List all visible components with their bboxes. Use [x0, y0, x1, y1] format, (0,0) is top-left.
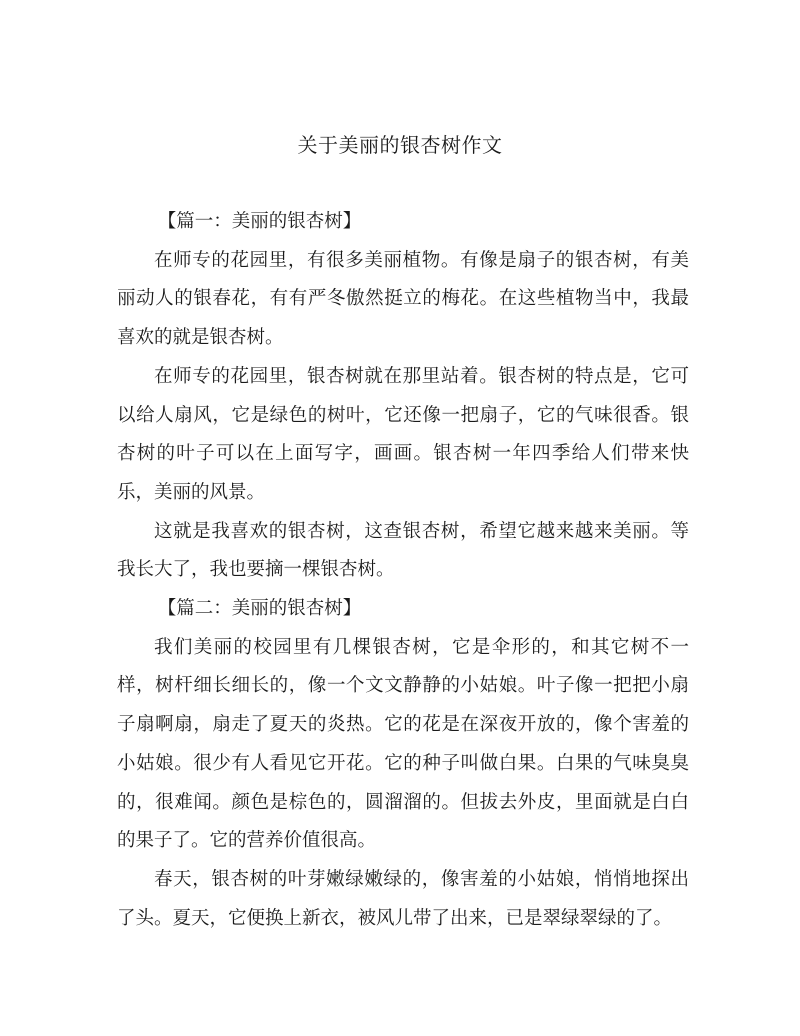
paragraph: 春天，银杏树的叶芽嫩绿嫩绿的，像害羞的小姑娘，悄悄地探出了头。夏天，它便换上新衣，被风儿带了出来，已是翠绿翠绿的了。 — [117, 868, 689, 929]
section-heading: 【篇二：美丽的银杏树】 — [157, 598, 362, 620]
paragraph: 在师专的花园里，有很多美丽植物。有像是扇子的银杏树，有美丽动人的银春花，有有严冬傲然挺立的梅花。在这些植物当中，我最喜欢的就是银杏树。 — [117, 249, 689, 349]
paragraph: 在师专的花园里，银杏树就在那里站着。银杏树的特点是，它可以给人扇风，它是绿色的树叶，它还像一把扇子，它的气味很香。银杏树的叶子可以在上面写字，画画。银杏树一年四季给人们带来快乐，美丽的风景。 — [117, 365, 689, 503]
document-body — [117, 203, 689, 938]
paragraph: 这就是我喜欢的银杏树，这查银杏树，希望它越来越来美丽。等我长大了，我也要摘一棵银杏树。 — [117, 520, 689, 581]
document-title: 关于美丽的银杏树作文 — [297, 133, 503, 157]
paragraph: 我们美丽的校园里有几棵银杏树，它是伞形的，和其它树不一样，树杆细长细长的，像一个文文静静的小姑娘。叶子像一把把小扇子扇啊扇，扇走了夏天的炎热。它的花是在深夜开放的，像个害羞的小姑娘。很少有人看见它开花。它的种子叫做白果。白果的气味臭臭的，很难闻。颜色是棕色的，圆溜溜的。但拔去外皮，里面就是白白的果子了。它的营养价值很高。 — [117, 636, 689, 852]
section-heading: 【篇一：美丽的银杏树】 — [157, 211, 362, 232]
